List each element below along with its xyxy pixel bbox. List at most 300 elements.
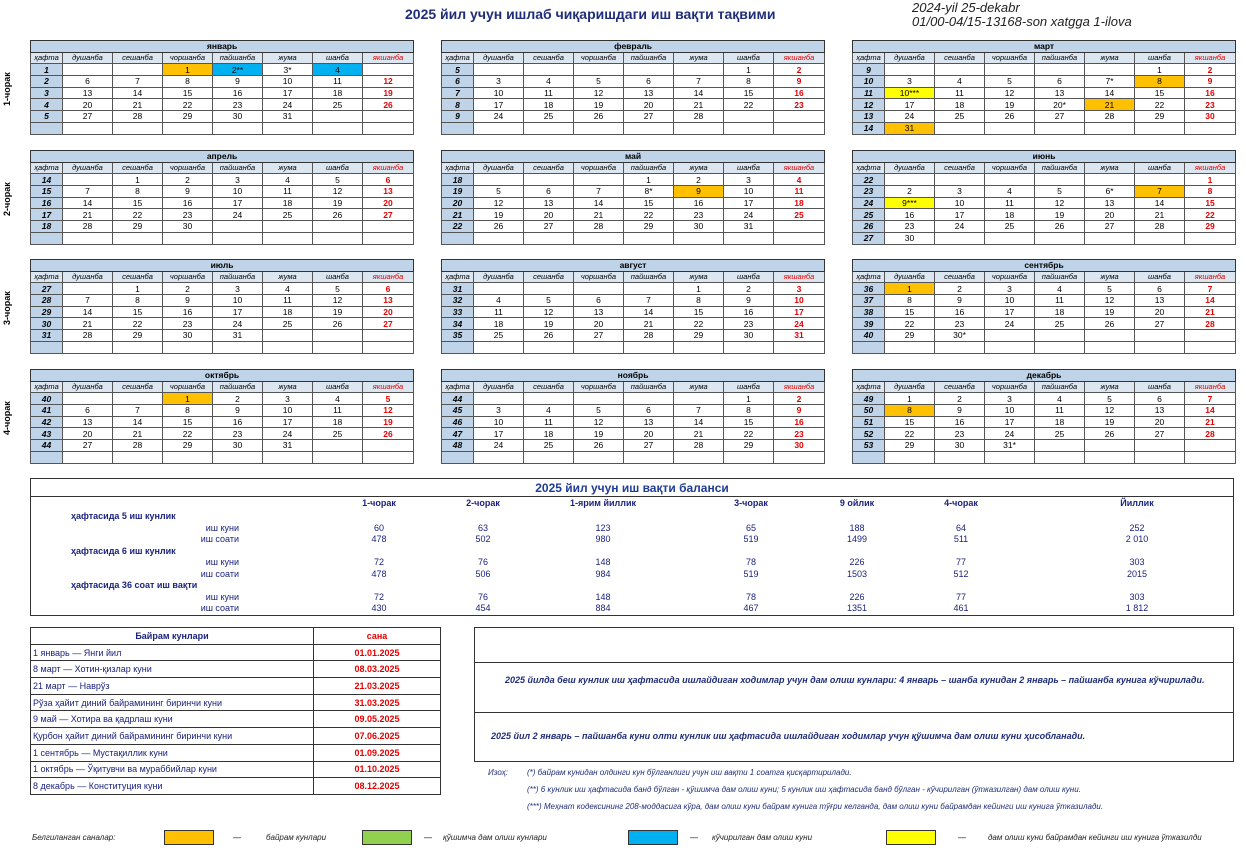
day-header: шанба [313, 52, 363, 64]
day-header: душанба [474, 271, 524, 283]
day-cell: 2 [774, 393, 825, 405]
day-cell [363, 221, 414, 233]
day-cell: 11 [263, 186, 313, 198]
balance-column-header: 9 ойлик [839, 498, 875, 508]
day-cell [1035, 341, 1085, 353]
day-cell: 24 [263, 99, 313, 111]
day-cell: 3 [474, 76, 524, 88]
day-cell: 2** [213, 64, 263, 76]
month-calendar [30, 369, 413, 467]
reference-date: 2024-yil 25-dekabr [912, 0, 1020, 15]
day-cell: 1 [885, 283, 935, 295]
balance-column-header: 1-чорак [362, 498, 396, 508]
day-cell [263, 341, 313, 353]
table-row [31, 711, 441, 728]
week-number: 25 [853, 209, 885, 221]
day-cell [1135, 341, 1185, 353]
day-cell [574, 341, 624, 353]
day-cell [1185, 330, 1236, 342]
week-number [442, 451, 474, 463]
day-header: шанба [1135, 162, 1185, 174]
day-cell: 7 [63, 295, 113, 307]
day-cell: 5 [574, 405, 624, 417]
day-cell: 1 [163, 393, 213, 405]
day-cell [885, 341, 935, 353]
day-cell: 27 [624, 440, 674, 452]
quarter-label: 2-чорак [2, 182, 12, 216]
day-cell: 18 [1035, 306, 1085, 318]
day-cell: 20* [1035, 99, 1085, 111]
day-cell: 12 [1085, 295, 1135, 307]
legend-dash: — [424, 833, 432, 842]
day-cell: 10 [263, 405, 313, 417]
day-cell [63, 393, 113, 405]
day-cell: 15 [163, 416, 213, 428]
day-cell: 23 [935, 318, 985, 330]
day-cell: 8 [163, 76, 213, 88]
day-cell: 6 [1135, 393, 1185, 405]
day-cell: 21 [574, 209, 624, 221]
day-cell: 7 [1185, 283, 1236, 295]
legend-dash: — [690, 833, 698, 842]
day-cell: 5 [363, 393, 414, 405]
day-cell: 21 [1185, 306, 1236, 318]
day-cell [524, 341, 574, 353]
day-cell: 20 [363, 197, 414, 209]
day-header: якшанба [1185, 381, 1236, 393]
week-number [442, 341, 474, 353]
balance-value: 252 [1129, 522, 1145, 533]
day-cell: 27 [524, 221, 574, 233]
day-header: сешанба [113, 271, 163, 283]
week-number: 50 [853, 405, 885, 417]
day-cell [363, 111, 414, 123]
week-number: 31 [442, 283, 474, 295]
day-cell [113, 64, 163, 76]
legend-swatch-moved [886, 830, 936, 845]
day-cell: 25 [985, 221, 1035, 233]
day-cell: 3 [213, 174, 263, 186]
day-cell: 24 [935, 221, 985, 233]
legend-item-transferred: кўчирилган дам олиш куни [712, 833, 813, 842]
day-cell: 16 [774, 87, 825, 99]
day-header: жума [674, 52, 724, 64]
day-cell: 27 [363, 209, 414, 221]
holiday-name: 8 декабрь — Конституция куни [31, 778, 314, 795]
day-header: сешанба [524, 52, 574, 64]
day-cell: 12 [363, 405, 414, 417]
day-cell: 8 [113, 295, 163, 307]
day-cell: 17 [263, 87, 313, 99]
day-cell [363, 232, 414, 244]
day-cell: 29 [163, 440, 213, 452]
day-cell: 25 [774, 209, 825, 221]
day-header: пайшанба [624, 52, 674, 64]
day-cell: 26 [1085, 318, 1135, 330]
week-number: 15 [31, 186, 63, 198]
day-cell [524, 393, 574, 405]
day-header: душанба [63, 52, 113, 64]
day-cell: 10 [985, 405, 1035, 417]
day-cell: 18 [263, 306, 313, 318]
day-cell: 13 [624, 87, 674, 99]
day-header: чоршанба [574, 52, 624, 64]
day-header: душанба [885, 381, 935, 393]
balance-value: 1499 [846, 534, 868, 544]
day-cell: 14 [113, 416, 163, 428]
table-row [31, 644, 441, 661]
day-cell: 11 [474, 306, 524, 318]
month-name: сентябрь [853, 260, 1236, 272]
week-number: 27 [853, 232, 885, 244]
week-number [442, 122, 474, 134]
month-name: июнь [853, 151, 1236, 163]
day-cell [63, 232, 113, 244]
week-number: 18 [442, 174, 474, 186]
day-cell: 21 [1085, 99, 1135, 111]
day-cell: 16 [774, 416, 825, 428]
day-cell [63, 122, 113, 134]
week-number: 40 [31, 393, 63, 405]
week-number [31, 232, 63, 244]
balance-value: 303 [1129, 591, 1145, 602]
day-header: пайшанба [213, 52, 263, 64]
day-cell: 14 [674, 87, 724, 99]
day-cell [1035, 64, 1085, 76]
day-cell: 8 [1135, 76, 1185, 88]
day-cell: 17 [985, 306, 1035, 318]
day-cell [1035, 174, 1085, 186]
day-cell: 16 [1185, 87, 1236, 99]
day-cell: 7* [1085, 76, 1135, 88]
day-cell: 25 [935, 111, 985, 123]
day-cell: 11 [263, 295, 313, 307]
day-header: чоршанба [574, 381, 624, 393]
day-cell: 19 [1085, 306, 1135, 318]
day-cell [624, 64, 674, 76]
day-cell: 11 [524, 87, 574, 99]
day-cell [1185, 440, 1236, 452]
footnote-label: Изоҳ: [488, 768, 509, 777]
day-cell: 11 [524, 416, 574, 428]
month-calendar [30, 150, 413, 248]
month-name: октябрь [31, 370, 414, 382]
day-cell: 19 [313, 197, 363, 209]
day-cell: 18 [474, 318, 524, 330]
day-cell: 15 [1185, 197, 1236, 209]
day-cell [985, 232, 1035, 244]
day-cell [674, 64, 724, 76]
day-cell: 22 [163, 428, 213, 440]
day-cell [774, 122, 825, 134]
month-calendar [441, 40, 824, 138]
day-cell: 14 [624, 306, 674, 318]
day-cell [774, 341, 825, 353]
day-cell [1035, 232, 1085, 244]
day-cell: 14 [113, 87, 163, 99]
day-cell [885, 64, 935, 76]
day-cell: 2 [213, 393, 263, 405]
day-cell: 17 [474, 99, 524, 111]
day-cell: 11 [935, 87, 985, 99]
day-cell: 2 [1185, 64, 1236, 76]
day-cell: 23 [213, 428, 263, 440]
day-cell: 12 [1085, 405, 1135, 417]
day-cell: 20 [63, 428, 113, 440]
day-cell [674, 393, 724, 405]
day-header: пайшанба [213, 381, 263, 393]
day-cell: 30* [935, 330, 985, 342]
day-cell [724, 341, 774, 353]
day-cell: 13 [1035, 87, 1085, 99]
day-header: ҳафта [853, 52, 885, 64]
day-cell: 17 [213, 197, 263, 209]
day-cell: 2 [774, 64, 825, 76]
day-cell [1035, 122, 1085, 134]
day-cell: 31 [213, 330, 263, 342]
week-number: 20 [442, 197, 474, 209]
balance-value: 454 [475, 603, 491, 613]
day-cell: 22 [163, 99, 213, 111]
day-header: душанба [474, 381, 524, 393]
day-cell: 19 [574, 428, 624, 440]
day-cell [574, 283, 624, 295]
day-cell: 2 [163, 283, 213, 295]
balance-column-header: 4-чорак [944, 498, 978, 508]
day-cell: 25 [263, 318, 313, 330]
day-cell: 29 [885, 330, 935, 342]
week-number: 10 [853, 76, 885, 88]
table-row [31, 728, 441, 745]
day-cell: 29 [885, 440, 935, 452]
day-cell [363, 341, 414, 353]
balance-group-title: ҳафтасида 5 иш кунлик [71, 511, 176, 521]
month-name: май [442, 151, 825, 163]
day-cell: 23 [935, 428, 985, 440]
day-cell [1135, 174, 1185, 186]
day-cell [1085, 64, 1135, 76]
day-cell: 12 [363, 76, 414, 88]
day-cell: 31 [263, 440, 313, 452]
day-cell [363, 330, 414, 342]
day-header: сешанба [935, 271, 985, 283]
balance-value: 65 [745, 522, 756, 533]
legend-item-moved: дам олиш куни байрамдан кейинги иш кунига ўтказилди [988, 833, 1202, 842]
day-cell: 23 [885, 221, 935, 233]
day-cell: 26 [574, 111, 624, 123]
day-cell [363, 64, 414, 76]
day-cell: 11 [985, 197, 1035, 209]
day-cell: 15 [674, 306, 724, 318]
day-cell: 25 [474, 330, 524, 342]
day-cell [163, 232, 213, 244]
day-cell: 19 [363, 416, 414, 428]
day-cell: 8 [1185, 186, 1236, 198]
day-cell: 13 [1085, 197, 1135, 209]
week-number: 47 [442, 428, 474, 440]
note-six-day-week: 2025 йил 2 январь – пайшанба куни олти кунлик иш ҳафтасида ишлайдиган ходимлар учун қўшимча дам олиш куни ҳисобланади. [491, 731, 1086, 741]
legend-swatch-holiday [164, 830, 214, 845]
holiday-name: 1 сентябрь — Мустақиллик куни [31, 744, 314, 761]
day-cell [774, 451, 825, 463]
day-header: ҳафта [442, 381, 474, 393]
day-cell: 21 [674, 428, 724, 440]
balance-value: 72 [373, 557, 384, 567]
week-number: 32 [442, 295, 474, 307]
holidays-table [30, 627, 441, 795]
day-cell: 3 [935, 186, 985, 198]
day-cell [774, 221, 825, 233]
day-cell [574, 232, 624, 244]
day-header: сешанба [524, 162, 574, 174]
quarter-label: 3-чорак [2, 291, 12, 325]
day-cell: 9 [674, 186, 724, 198]
balance-value: 478 [371, 568, 387, 579]
balance-row-label: иш куни [205, 591, 239, 602]
week-number: 9 [853, 64, 885, 76]
day-header: пайшанба [624, 381, 674, 393]
balance-value: 2015 [1126, 568, 1148, 579]
day-cell: 23 [213, 99, 263, 111]
day-cell: 9 [774, 405, 825, 417]
balance-value: 2 010 [1125, 534, 1149, 544]
day-header: чоршанба [985, 271, 1035, 283]
balance-group-title: ҳафтасида 36 соат иш вақти [71, 580, 198, 590]
day-cell: 22 [724, 99, 774, 111]
holiday-name: 1 январь — Янги йил [31, 644, 314, 661]
day-cell [263, 232, 313, 244]
day-cell: 9 [213, 76, 263, 88]
day-cell: 21 [624, 318, 674, 330]
day-header: пайшанба [1035, 52, 1085, 64]
day-cell: 30 [885, 232, 935, 244]
day-cell: 11 [774, 186, 825, 198]
day-cell [724, 232, 774, 244]
day-cell: 7 [113, 76, 163, 88]
day-cell: 13 [63, 87, 113, 99]
balance-row-label: иш соати [200, 534, 239, 544]
day-cell: 16 [163, 306, 213, 318]
day-header: ҳафта [31, 162, 63, 174]
day-cell [313, 330, 363, 342]
day-header: пайшанба [624, 162, 674, 174]
day-cell: 17 [474, 428, 524, 440]
week-number: 18 [31, 221, 63, 233]
day-cell: 19 [313, 306, 363, 318]
month-name: январь [31, 41, 414, 53]
day-cell: 26 [313, 209, 363, 221]
day-header: ҳафта [442, 162, 474, 174]
day-cell: 17 [213, 306, 263, 318]
day-cell [363, 122, 414, 134]
day-cell: 23 [724, 318, 774, 330]
day-cell [1085, 440, 1135, 452]
week-number: 36 [853, 283, 885, 295]
day-cell [363, 451, 414, 463]
day-header: жума [263, 381, 313, 393]
week-number [853, 451, 885, 463]
day-cell: 9 [1185, 76, 1236, 88]
day-cell [313, 221, 363, 233]
day-header: жума [1085, 162, 1135, 174]
month-name: декабрь [853, 370, 1236, 382]
day-cell: 12 [574, 87, 624, 99]
month-name: март [853, 41, 1236, 53]
week-number: 42 [31, 416, 63, 428]
week-number: 4 [31, 99, 63, 111]
day-cell: 30 [213, 440, 263, 452]
day-cell: 18 [1035, 416, 1085, 428]
day-cell: 2 [935, 283, 985, 295]
balance-value: 884 [595, 603, 611, 613]
day-cell: 28 [624, 330, 674, 342]
month-calendar [30, 259, 413, 357]
day-cell: 4 [263, 174, 313, 186]
day-cell: 8 [724, 76, 774, 88]
day-cell: 8* [624, 186, 674, 198]
week-number: 23 [853, 186, 885, 198]
day-cell [935, 341, 985, 353]
day-cell: 4 [263, 283, 313, 295]
day-cell [474, 341, 524, 353]
day-cell [213, 341, 263, 353]
day-cell: 21 [1135, 209, 1185, 221]
day-cell [113, 232, 163, 244]
balance-value: 77 [955, 557, 966, 567]
day-cell: 22 [113, 318, 163, 330]
balance-value: 148 [595, 591, 611, 602]
day-cell [674, 232, 724, 244]
day-cell: 13 [1135, 295, 1185, 307]
day-cell: 2 [163, 174, 213, 186]
day-cell [674, 122, 724, 134]
balance-value: 226 [849, 591, 865, 602]
day-cell: 1 [113, 283, 163, 295]
day-cell: 29 [1185, 221, 1236, 233]
day-cell [1135, 122, 1185, 134]
day-cell: 16 [674, 197, 724, 209]
balance-value: 467 [743, 603, 759, 613]
day-cell: 29 [674, 330, 724, 342]
day-cell: 5 [1085, 283, 1135, 295]
day-cell: 1 [885, 393, 935, 405]
day-cell: 29 [724, 440, 774, 452]
day-cell: 16 [885, 209, 935, 221]
holidays-header-name: Байрам кунлари [31, 628, 314, 645]
month-calendar [30, 40, 413, 138]
day-cell: 16 [163, 197, 213, 209]
day-cell: 31 [774, 330, 825, 342]
balance-value: 1 812 [1125, 603, 1149, 613]
day-cell [574, 64, 624, 76]
day-cell [774, 111, 825, 123]
day-cell [1035, 440, 1085, 452]
day-cell: 17 [774, 306, 825, 318]
day-cell [1085, 451, 1135, 463]
day-cell: 18 [524, 428, 574, 440]
day-header: жума [674, 271, 724, 283]
day-cell [474, 64, 524, 76]
day-cell: 18 [263, 197, 313, 209]
day-header: шанба [724, 271, 774, 283]
day-cell: 27 [363, 318, 414, 330]
week-number: 19 [442, 186, 474, 198]
day-cell: 14 [1185, 405, 1236, 417]
day-cell: 24 [474, 440, 524, 452]
day-cell: 31 [885, 122, 935, 134]
week-number: 38 [853, 306, 885, 318]
day-cell: 4 [985, 186, 1035, 198]
